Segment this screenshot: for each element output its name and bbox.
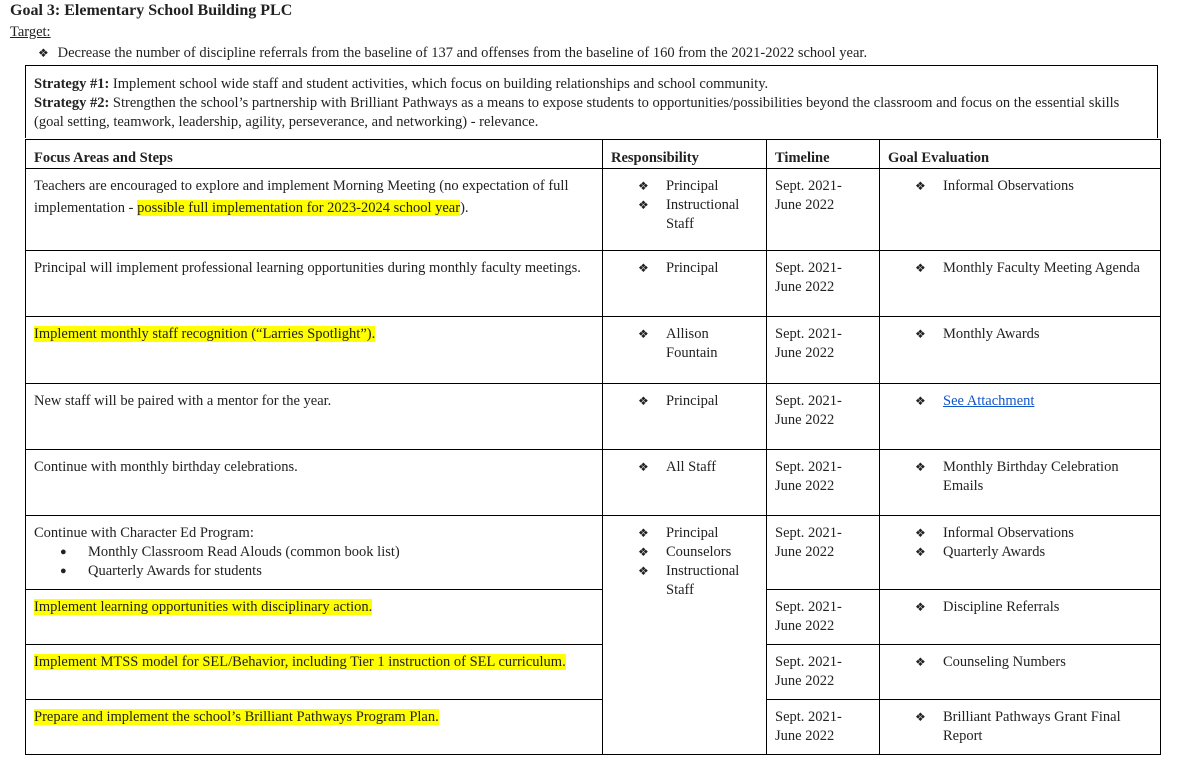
diamond-bullet-icon: ❖ bbox=[915, 394, 926, 408]
strategy-1-label: Strategy #1: bbox=[34, 76, 110, 92]
responsibility-item: Counselors bbox=[666, 544, 732, 560]
focus-text: Continue with Character Ed Program: bbox=[34, 525, 254, 541]
diamond-bullet-icon: ❖ bbox=[915, 460, 926, 474]
evaluation-cell bbox=[880, 516, 1161, 590]
timeline-cell bbox=[767, 516, 880, 590]
table-row bbox=[26, 700, 1161, 755]
table-row bbox=[26, 645, 1161, 700]
responsibility-cell bbox=[603, 251, 767, 317]
strategy-box bbox=[25, 65, 1158, 138]
evaluation-item: Brilliant Pathways Grant Final Report bbox=[943, 709, 1121, 744]
diamond-bullet-icon: ❖ bbox=[638, 460, 649, 474]
responsibility-cell bbox=[603, 317, 767, 384]
focus-cell bbox=[26, 317, 603, 384]
responsibility-item: Principal bbox=[666, 260, 719, 276]
table-row bbox=[26, 384, 1161, 450]
diamond-bullet-icon: ❖ bbox=[638, 564, 649, 578]
evaluation-cell bbox=[880, 590, 1161, 645]
evaluation-item: Informal Observations bbox=[943, 178, 1074, 194]
timeline-start: Sept. 2021- bbox=[775, 326, 842, 342]
strategy-2-label: Strategy #2: bbox=[34, 95, 110, 111]
target-label: Target: bbox=[10, 24, 51, 40]
see-attachment-link[interactable]: See Attachment bbox=[943, 393, 1035, 409]
evaluation-item: Monthly Faculty Meeting Agenda bbox=[943, 260, 1140, 276]
diamond-bullet-icon: ❖ bbox=[638, 261, 649, 275]
timeline-end: June 2022 bbox=[775, 412, 835, 428]
diamond-bullet-icon: ❖ bbox=[638, 179, 649, 193]
target-item bbox=[38, 44, 867, 63]
timeline-start: Sept. 2021- bbox=[775, 599, 842, 615]
evaluation-cell bbox=[880, 700, 1161, 755]
focus-highlight: Implement MTSS model for SEL/Behavior, including Tier 1 instruction of SEL curriculum. bbox=[34, 654, 566, 670]
timeline-cell bbox=[767, 590, 880, 645]
table-row bbox=[26, 590, 1161, 645]
header-timeline: Timeline bbox=[767, 140, 880, 169]
timeline-start: Sept. 2021- bbox=[775, 393, 842, 409]
round-bullet-icon: ● bbox=[60, 546, 67, 558]
responsibility-item: Principal bbox=[666, 525, 719, 541]
focus-highlight: Prepare and implement the school’s Brilliant Pathways Program Plan. bbox=[34, 709, 439, 725]
responsibility-item: Allison Fountain bbox=[666, 326, 718, 361]
strategy-2 bbox=[34, 94, 1149, 132]
responsibility-cell bbox=[603, 384, 767, 450]
responsibility-item: Instructional Staff bbox=[666, 563, 740, 598]
table-row bbox=[26, 169, 1161, 251]
timeline-cell bbox=[767, 384, 880, 450]
timeline-start: Sept. 2021- bbox=[775, 654, 842, 670]
diamond-bullet-icon: ❖ bbox=[638, 545, 649, 559]
strategy-2-text: Strengthen the school’s partnership with Brilliant Pathways as a means to expose students to opportunities/possibilities beyond the classroom and focus on the essential skills (goal setting, teamwork, leadership, agility, perseverance, and networking) - relevance. bbox=[34, 95, 1120, 130]
evaluation-cell bbox=[880, 450, 1161, 516]
evaluation-cell bbox=[880, 645, 1161, 700]
table-row bbox=[26, 251, 1161, 317]
timeline-start: Sept. 2021- bbox=[775, 709, 842, 725]
evaluation-item: Informal Observations bbox=[943, 525, 1074, 541]
timeline-cell bbox=[767, 251, 880, 317]
focus-cell bbox=[26, 516, 603, 590]
focus-highlight: Implement learning opportunities with disciplinary action. bbox=[34, 599, 373, 615]
evaluation-cell bbox=[880, 251, 1161, 317]
timeline-end: June 2022 bbox=[775, 279, 835, 295]
focus-highlight: possible full implementation for 2023-2024 school year bbox=[137, 200, 461, 216]
timeline-cell bbox=[767, 645, 880, 700]
responsibility-cell bbox=[603, 450, 767, 516]
strategy-1 bbox=[34, 75, 1149, 94]
target-text: Decrease the number of discipline referrals from the baseline of 137 and offenses from the baseline of 160 from the 2021-2022 school year. bbox=[57, 45, 868, 61]
timeline-start: Sept. 2021- bbox=[775, 178, 842, 194]
table-row bbox=[26, 516, 1161, 590]
timeline-start: Sept. 2021- bbox=[775, 260, 842, 276]
round-bullet-icon: ● bbox=[60, 565, 67, 577]
bullet-item: Quarterly Awards for students bbox=[88, 563, 262, 579]
responsibility-item: Principal bbox=[666, 178, 719, 194]
diamond-bullet-icon: ❖ bbox=[915, 600, 926, 614]
diamond-bullet-icon: ❖ bbox=[915, 545, 926, 559]
focus-cell bbox=[26, 590, 603, 645]
timeline-cell bbox=[767, 317, 880, 384]
responsibility-item: Principal bbox=[666, 393, 719, 409]
focus-cell bbox=[26, 700, 603, 755]
diamond-bullet-icon: ❖ bbox=[638, 526, 649, 540]
evaluation-item: Monthly Birthday Celebration Emails bbox=[943, 459, 1119, 494]
timeline-cell bbox=[767, 700, 880, 755]
focus-cell: Principal will implement professional learning opportunities during monthly faculty meetings. bbox=[26, 251, 603, 317]
evaluation-cell bbox=[880, 384, 1161, 450]
focus-cell bbox=[26, 169, 603, 251]
evaluation-item: Counseling Numbers bbox=[943, 654, 1066, 670]
responsibility-item: Instructional Staff bbox=[666, 197, 740, 232]
table-row bbox=[26, 317, 1161, 384]
diamond-bullet-icon: ❖ bbox=[638, 198, 649, 212]
diamond-bullet-icon: ❖ bbox=[915, 179, 926, 193]
diamond-bullet-icon: ❖ bbox=[915, 526, 926, 540]
table-header-row bbox=[26, 140, 1161, 169]
focus-cell: Continue with monthly birthday celebrations. bbox=[26, 450, 603, 516]
timeline-cell bbox=[767, 450, 880, 516]
diamond-bullet-icon: ❖ bbox=[915, 710, 926, 724]
diamond-bullet-icon: ❖ bbox=[915, 327, 926, 341]
focus-text: Teachers are encouraged to explore and implement Morning Meeting (no expectation of full implementation - bbox=[34, 178, 569, 216]
header-focus: Focus Areas and Steps bbox=[26, 140, 603, 169]
evaluation-item: Monthly Awards bbox=[943, 326, 1040, 342]
timeline-end: June 2022 bbox=[775, 544, 835, 560]
diamond-bullet-icon: ❖ bbox=[638, 327, 649, 341]
timeline-start: Sept. 2021- bbox=[775, 459, 842, 475]
header-evaluation: Goal Evaluation bbox=[880, 140, 1161, 169]
evaluation-cell bbox=[880, 317, 1161, 384]
focus-cell: New staff will be paired with a mentor for the year. bbox=[26, 384, 603, 450]
responsibility-item: All Staff bbox=[666, 459, 717, 475]
timeline-end: June 2022 bbox=[775, 478, 835, 494]
timeline-end: June 2022 bbox=[775, 673, 835, 689]
diamond-bullet-icon: ❖ bbox=[638, 394, 649, 408]
header-responsibility: Responsibility bbox=[603, 140, 767, 169]
focus-cell bbox=[26, 645, 603, 700]
timeline-end: June 2022 bbox=[775, 728, 835, 744]
timeline-start: Sept. 2021- bbox=[775, 525, 842, 541]
evaluation-cell bbox=[880, 169, 1161, 251]
bullet-item: Monthly Classroom Read Alouds (common book list) bbox=[88, 544, 400, 560]
evaluation-item: Discipline Referrals bbox=[943, 599, 1060, 615]
timeline-cell bbox=[767, 169, 880, 251]
plan-table bbox=[25, 139, 1161, 755]
strategy-1-text: Implement school wide staff and student activities, which focus on building relationships and school community. bbox=[109, 76, 769, 92]
focus-text-end: ). bbox=[460, 200, 469, 216]
diamond-bullet-icon: ❖ bbox=[915, 261, 926, 275]
timeline-end: June 2022 bbox=[775, 197, 835, 213]
table-row bbox=[26, 450, 1161, 516]
timeline-end: June 2022 bbox=[775, 618, 835, 634]
timeline-end: June 2022 bbox=[775, 345, 835, 361]
responsibility-cell bbox=[603, 516, 767, 755]
evaluation-item: Quarterly Awards bbox=[943, 544, 1046, 560]
focus-highlight: Implement monthly staff recognition (“Larries Spotlight”). bbox=[34, 326, 376, 342]
diamond-bullet-icon: ❖ bbox=[915, 655, 926, 669]
responsibility-cell bbox=[603, 169, 767, 251]
diamond-bullet-icon: ❖ bbox=[38, 46, 49, 60]
goal-title: Goal 3: Elementary School Building PLC bbox=[10, 2, 293, 19]
